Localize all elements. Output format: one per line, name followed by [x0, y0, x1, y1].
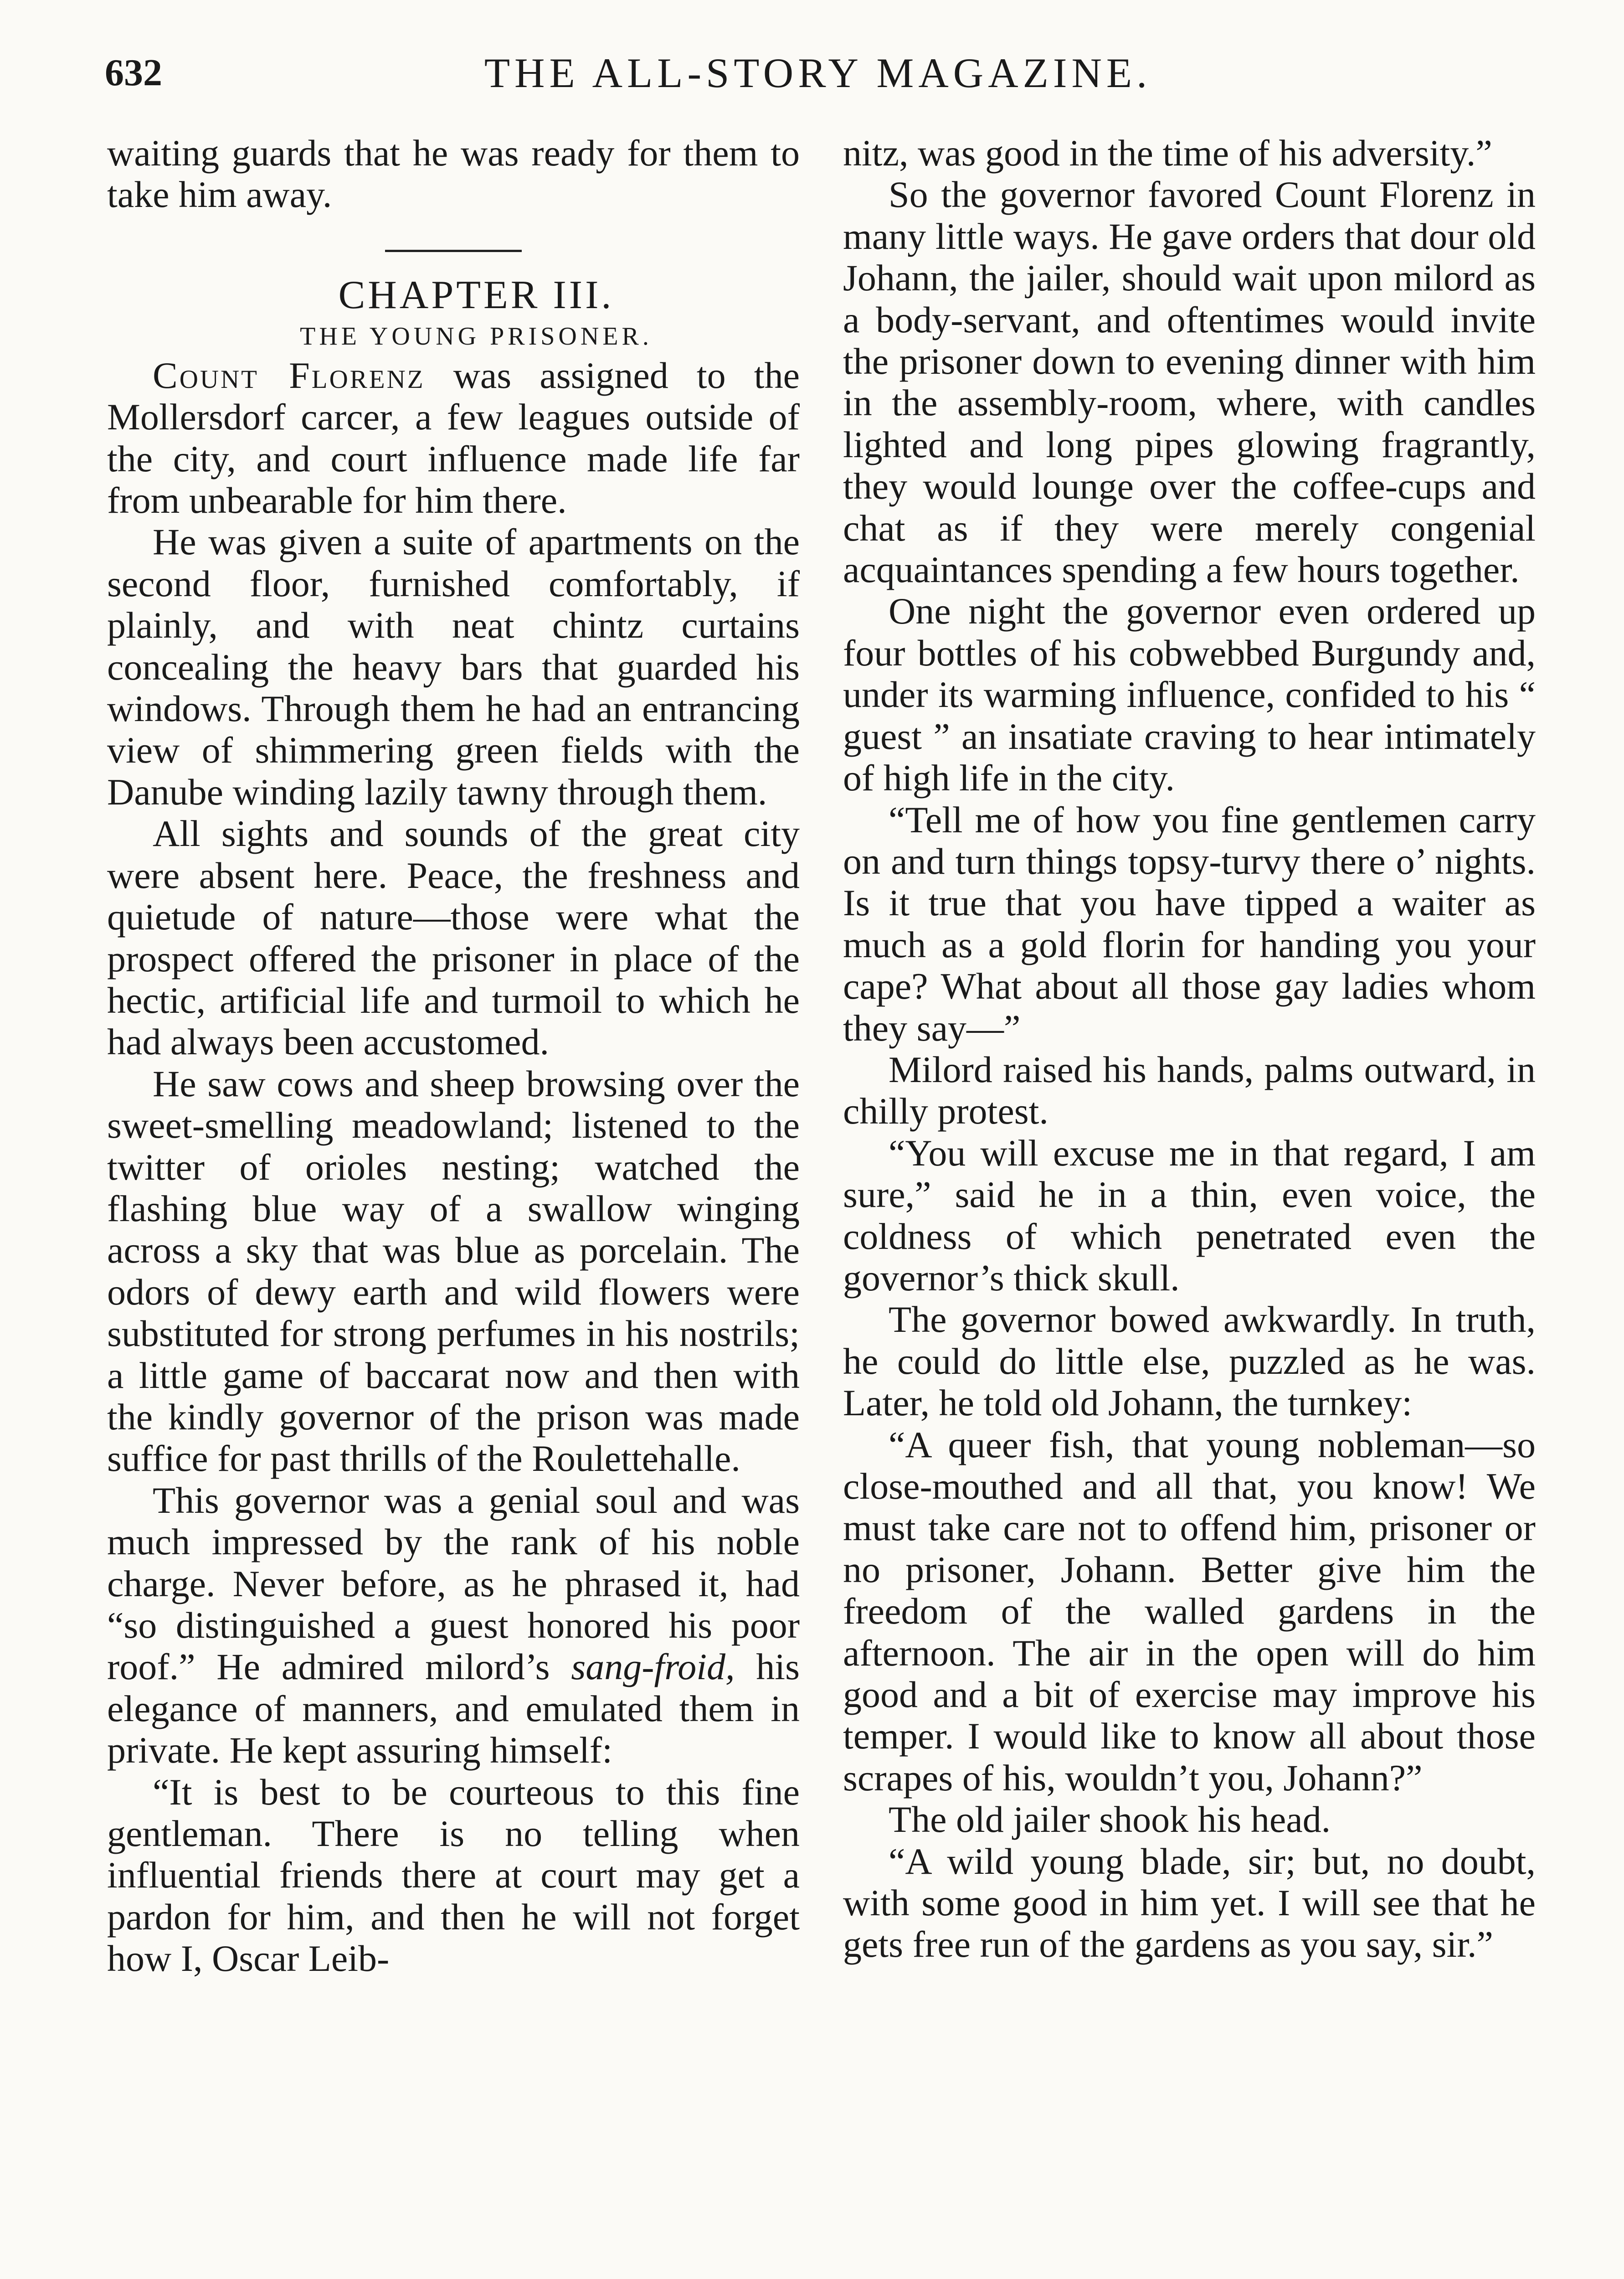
paragraph: The governor bowed awkwardly. In truth, he could do little else, puzzled as he was. Later, he told old Johann, the turnkey:: [843, 1299, 1536, 1424]
paragraph: He was given a suite of apartments on the second floor, furnished comfortably, if plainly, and with neat chintz curtains concealing the heavy bars that guarded his windows. Through them he had an entrancing view of shimmering green fields with the Danube winding lazily tawny through them.: [107, 521, 800, 813]
paragraph: Milord raised his hands, palms outward, in chilly protest.: [843, 1048, 1536, 1132]
paragraph: waiting guards that he was ready for them to take him away.: [107, 132, 800, 216]
paragraph: “Tell me of how you fine gentlemen carry on and turn things topsy-turvy there o’ nights. Is it true that you have tipped a waiter as much as a gold florin for handing you your cape? What about all those gay ladies whom they say—”: [843, 799, 1536, 1049]
right-column: [843, 132, 1536, 1965]
section-divider: [385, 250, 522, 252]
italic-phrase: sang-froid,: [571, 1646, 735, 1688]
running-title: THE ALL-STORY MAGAZINE.: [484, 50, 1152, 96]
paragraph: “You will excuse me in that regard, I am sure,” said he in a thin, even voice, the coldness of which penetrated even the governor’s thick skull.: [843, 1132, 1536, 1299]
paragraph: He saw cows and sheep browsing over the sweet-smelling meadowland; listened to the twitter of orioles nesting; watched the flashing blue way of a swallow winging across a sky that was blue as porcelain. The odors of dewy earth and wild flowers were substituted for strong perfumes in his nostrils; a little game of baccarat now and then with the kindly governor of the prison was made suffice for past thrills of the Roulettehalle.: [107, 1062, 800, 1480]
paragraph: The old jailer shook his head.: [889, 1799, 1331, 1841]
chapter-title: CHAPTER III.: [338, 273, 614, 317]
paragraph: nitz, was good in the time of his adversity.”: [843, 132, 1492, 174]
chapter-subtitle: THE YOUNG PRISONER.: [300, 322, 653, 351]
paragraph: One night the governor even ordered up four bottles of his cobwebbed Burgundy and, under its warming influence, confided to his “ guest ” an insatiate craving to hear intimately of high life in the city.: [843, 590, 1536, 799]
paragraph: [107, 355, 800, 521]
paragraph: “A queer fish, that young nobleman—so close-mouthed and all that, you know! We must take care not to offend him, prisoner or no prisoner, Johann. Better give him the freedom of the walled gardens in the afternoon. The air in the open will do him good and a bit of exercise may improve his temper. I would like to know all about those scrapes of his, wouldn’t you, Johann?”: [843, 1423, 1536, 1799]
paragraph: “It is best to be courteous to this fine gentleman. There is no telling when influential friends there at court may get a pardon for him, and then he will not forget how I, Oscar Leib-: [107, 1771, 800, 1980]
paragraph: [107, 1480, 800, 1771]
page-header: [105, 48, 1531, 98]
paragraph: All sights and sounds of the great city were absent here. Peace, the freshness and quietude of nature—those were what the prospect offered the prisoner in place of the hectic, artificial life and turmoil to which he had always been accustomed.: [107, 813, 800, 1063]
paragraph-text: his elegance of manners, and emulated them in private. He kept assuring himself:: [107, 1646, 800, 1771]
paragraph-text: This governor was a genial soul and was much impressed by the rank of his noble charge. Never before, as he phrased it, had “so distinguished a guest honored his poor roof.” He admired milord’s: [107, 1479, 800, 1688]
paragraph-text: was assigned to the Mollersdorf carcer, a few leagues outside of the city, and court influence made life far from unbearable for him there.: [107, 354, 800, 521]
lead-words: Count Florenz: [153, 354, 425, 396]
page-number: 632: [105, 52, 162, 94]
paragraph: So the governor favored Count Florenz in many little ways. He gave orders that dour old Johann, the jailer, should wait upon milord as a body-servant, and oftentimes would invite the prisoner down to evening dinner with him in the assembly-room, where, with candles lighted and long pipes glowing fragrantly, they would lounge over the coffee-cups and chat as if they were merely congenial acquaintances spending a few hours together.: [843, 174, 1536, 591]
paragraph: “A wild young blade, sir; but, no doubt, with some good in him yet. I will see that he gets free run of the gardens as you say, sir.”: [843, 1840, 1536, 1965]
left-column: [107, 132, 800, 1980]
